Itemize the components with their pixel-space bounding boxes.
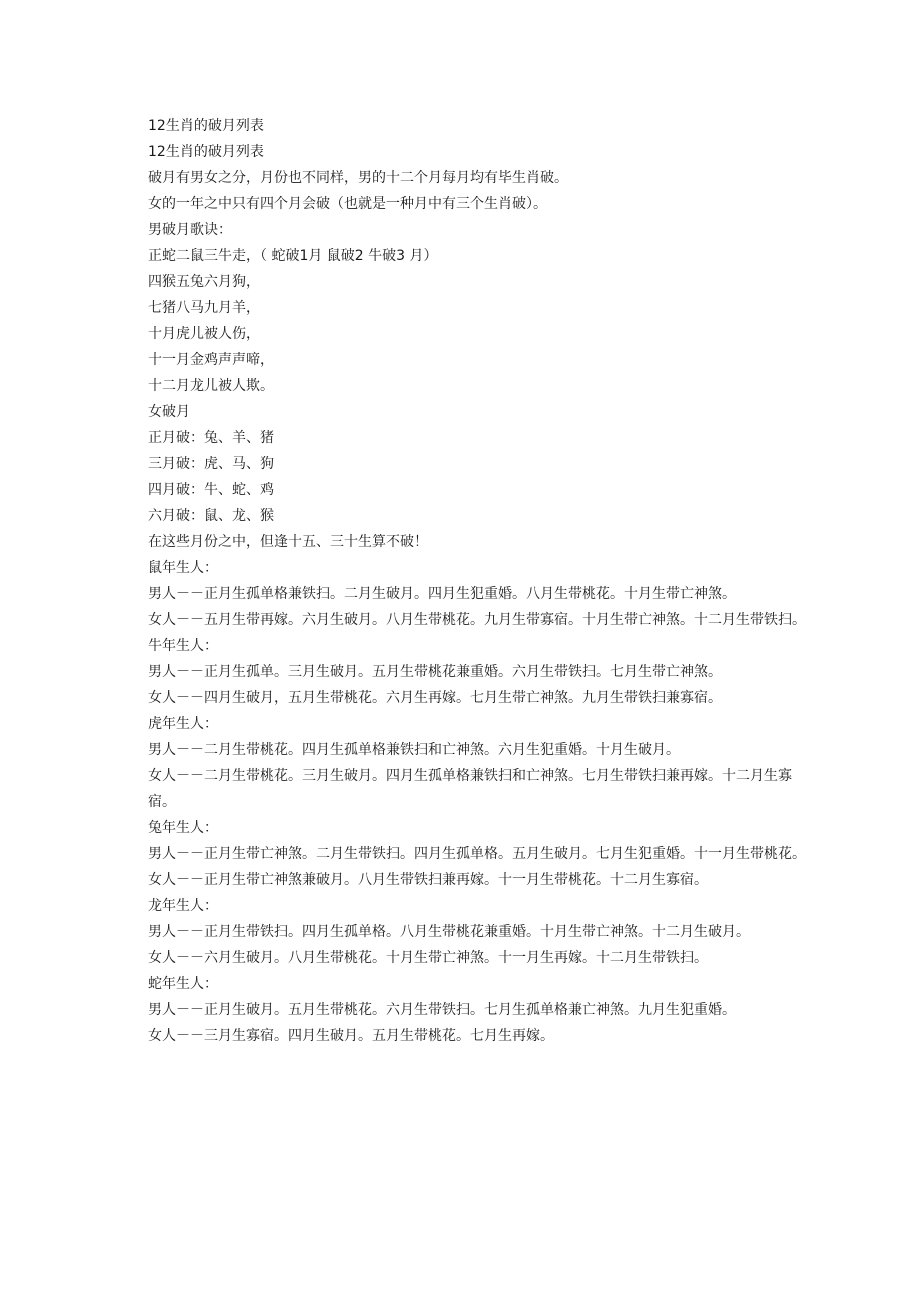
dragon-heading: 龙年生人： bbox=[148, 898, 218, 914]
snake-heading: 蛇年生人： bbox=[148, 976, 218, 992]
female-month-1: 正月破：兔、羊、猪 bbox=[148, 430, 274, 446]
rabbit-male: 男人－－正月生带亡神煞。二月生带铁扫。四月生孤单格。五月生破月。七月生犯重婚。十一月生带桃花。 bbox=[148, 846, 806, 862]
dragon-male: 男人－－正月生带铁扫。四月生孤单格。八月生带桃花兼重婚。十月生带亡神煞。十二月生破月。 bbox=[148, 924, 750, 940]
male-rhyme-line-6: 十二月龙儿被人欺。 bbox=[148, 378, 274, 394]
snake-male: 男人－－正月生破月。五月生带桃花。六月生带铁扫。七月生孤单格兼亡神煞。九月生犯重婚。 bbox=[148, 1002, 736, 1018]
document-body bbox=[148, 113, 810, 1049]
exception-note: 在这些月份之中，但逢十五、三十生算不破！ bbox=[148, 534, 428, 550]
male-rhyme-line-5: 十一月金鸡声声啼， bbox=[148, 352, 274, 368]
ox-male: 男人－－正月生孤单。三月生破月。五月生带桃花兼重婚。六月生带铁扫。七月生带亡神煞。 bbox=[148, 664, 722, 680]
male-rhyme-line-3: 七猪八马九月羊， bbox=[148, 300, 260, 316]
rat-female: 女人－－五月生带再嫁。六月生破月。八月生带桃花。九月生带寡宿。十月生带亡神煞。十二月生带铁扫。 bbox=[148, 612, 806, 628]
ox-heading: 牛年生人： bbox=[148, 638, 218, 654]
male-rhyme-line-2: 四猴五兔六月狗， bbox=[148, 274, 260, 290]
rat-male: 男人－－正月生孤单格兼铁扫。二月生破月。四月生犯重婚。八月生带桃花。十月生带亡神煞。 bbox=[148, 586, 736, 602]
snake-female: 女人－－三月生寡宿。四月生破月。五月生带桃花。七月生再嫁。 bbox=[148, 1028, 554, 1044]
intro-line-2: 女的一年之中只有四个月会破（也就是一种月中有三个生肖破）。 bbox=[148, 196, 547, 212]
tiger-male: 男人－－二月生带桃花。四月生孤单格兼铁扫和亡神煞。六月生犯重婚。十月生破月。 bbox=[148, 742, 680, 758]
intro-line-1: 破月有男女之分，月份也不同样，男的十二个月每月均有毕生肖破。 bbox=[148, 170, 568, 186]
rabbit-female: 女人－－正月生带亡神煞兼破月。八月生带铁扫兼再嫁。十一月生带桃花。十二月生寡宿。 bbox=[148, 872, 708, 888]
document-subtitle: 12生肖的破月列表 bbox=[148, 144, 264, 160]
ox-female: 女人－－四月生破月，五月生带桃花。六月生再嫁。七月生带亡神煞。九月生带铁扫兼寡宿。 bbox=[148, 690, 722, 706]
female-heading: 女破月 bbox=[148, 404, 190, 420]
rat-heading: 鼠年生人： bbox=[148, 560, 218, 576]
male-rhyme-line-1: 正蛇二鼠三牛走，（ 蛇破1月 鼠破2 牛破3 月） bbox=[148, 248, 438, 264]
female-month-4: 四月破：牛、蛇、鸡 bbox=[148, 482, 274, 498]
male-rhyme-line-4: 十月虎儿被人伤， bbox=[148, 326, 260, 342]
female-month-3: 三月破：虎、马、狗 bbox=[148, 456, 274, 472]
dragon-female: 女人－－六月生破月。八月生带桃花。十月生带亡神煞。十一月生再嫁。十二月生带铁扫。 bbox=[148, 950, 708, 966]
document-title: 12生肖的破月列表 bbox=[148, 118, 264, 134]
tiger-heading: 虎年生人： bbox=[148, 716, 218, 732]
rabbit-heading: 兔年生人： bbox=[148, 820, 218, 836]
female-month-6: 六月破：鼠、龙、猴 bbox=[148, 508, 274, 524]
tiger-female: 女人－－二月生带桃花。三月生破月。四月生孤单格兼铁扫和亡神煞。七月生带铁扫兼再嫁。十二月生寡宿。 bbox=[148, 768, 792, 810]
male-rhyme-heading: 男破月歌诀： bbox=[148, 222, 232, 238]
